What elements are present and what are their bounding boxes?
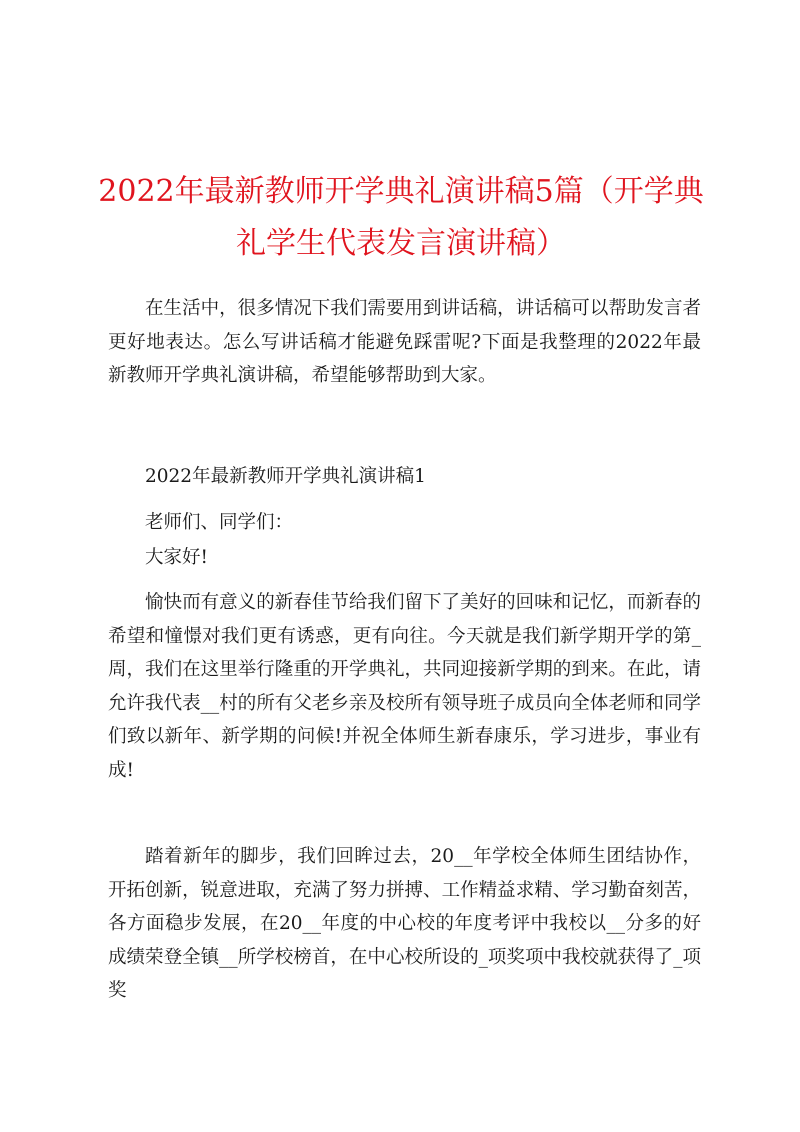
section-heading: 2022年最新教师开学典礼演讲稿1 xyxy=(145,466,426,487)
salutation: 老师们、同学们： xyxy=(145,512,294,533)
greeting: 大家好! xyxy=(145,547,208,568)
document-title: 2022年最新教师开学典礼演讲稿5篇（开学典礼学生代表发言演讲稿） xyxy=(98,174,704,261)
body-paragraph-1: 愉快而有意义的新春佳节给我们留下了美好的回味和记忆，而新春的希望和憧憬对我们更有诱惑，更有向往。今天就是我们新学期开学的第_周，我们在这里举行隆重的开学典礼，共同迎接新学期的到来。在此，请允许我代表__村的所有父老乡亲及校所有领导班子成员向全体老师和同学们致以新年、新学期的问候!并祝全体师生新春康乐，学习进步，事业有成! xyxy=(108,592,701,781)
intro-paragraph: 在生活中，很多情况下我们需要用到讲话稿，讲话稿可以帮助发言者更好地表达。怎么写讲话稿才能避免踩雷呢?下面是我整理的2022年最新教师开学典礼演讲稿，希望能够帮助到大家。 xyxy=(108,298,701,386)
body-paragraph-2: 踏着新年的脚步，我们回眸过去，20__年学校全体师生团结协作，开拓创新，锐意进取，充满了努力拼搏、工作精益求精、学习勤奋刻苦，各方面稳步发展，在20__年度的中心校的年度考评中我校以__分多的好成绩荣登全镇__所学校榜首，在中心校所设的_项奖项中我校就获得了_项奖 xyxy=(108,846,701,1001)
